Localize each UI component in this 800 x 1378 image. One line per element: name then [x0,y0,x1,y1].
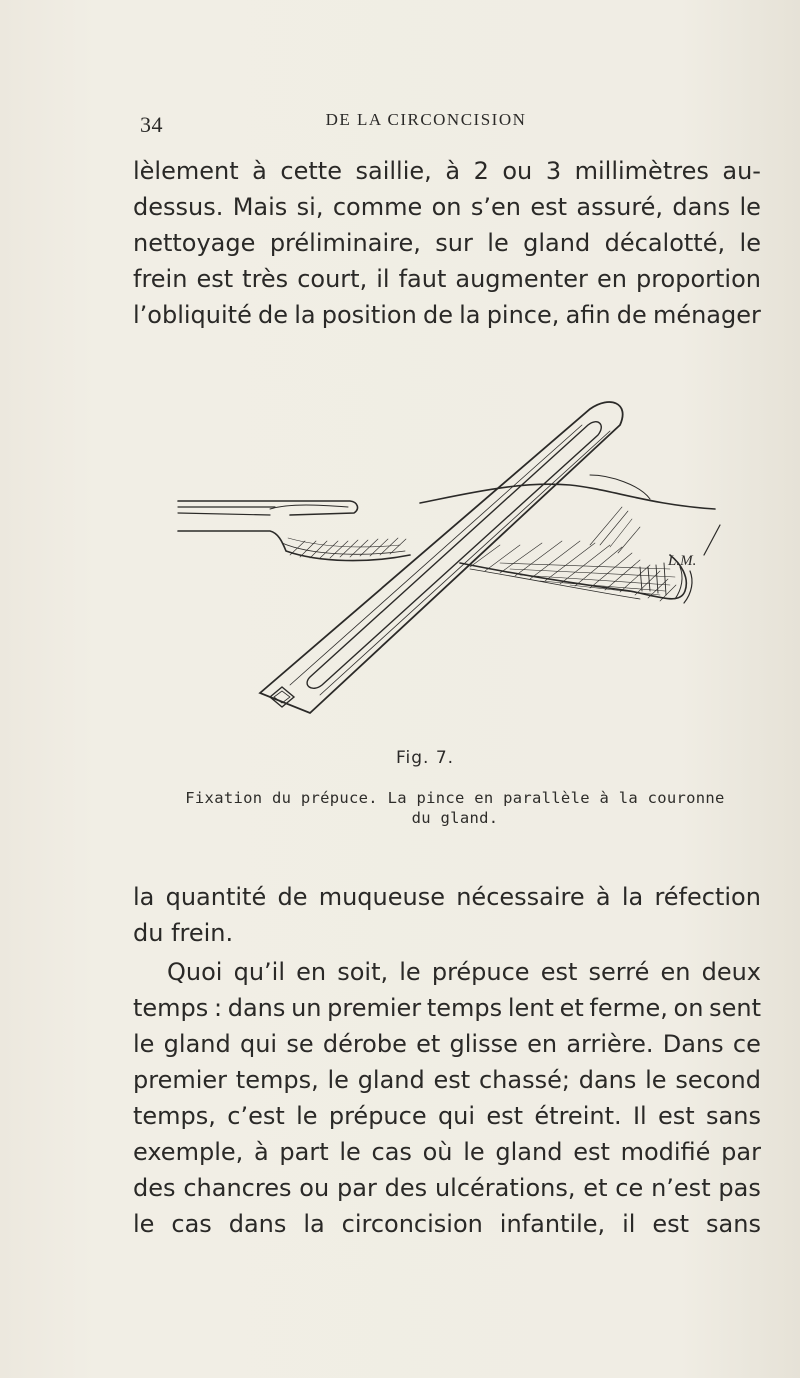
forceps-slot [307,422,601,689]
text-line: la quantité de muqueuse nécessaire à la réfection [133,883,761,911]
text-line: l’obliquité de la position de la pince, afin de ménager [133,301,761,329]
text-line: des chancres ou par des ulcérations, et ce n’est pas [133,1174,761,1202]
text-line: frein est très court, il faut augmenter en proportion [133,265,761,293]
text-line: temps : dans un premier temps lent et ferme, on sent [133,994,761,1022]
running-title: DE LA CIRCONCISION [325,110,527,129]
text-line: lèlement à cette saillie, à 2 ou 3 millimètres au- [133,157,761,185]
caption-line: Fixation du prépuce. La pince en parallèle à la couronne [185,789,725,807]
page-number: 34 [140,112,163,137]
text-line: exemple, à part le cas où le gland est modifié par [133,1138,761,1166]
figure-illustration [170,395,740,725]
text-line: le cas dans la circoncision infantile, il est sans [133,1210,761,1238]
text-line: Quoi qu’il en soit, le prépuce est serré en deux [167,958,761,986]
text-line: temps, c’est le prépuce qui est étreint. Il est sans [133,1102,761,1130]
forceps-illustration [170,395,740,725]
text-line: le gland qui se dérobe et glisse en arrière. Dans ce [133,1030,761,1058]
glans-outline [420,484,715,509]
paragraph-top [133,153,761,333]
figure-caption [175,788,735,828]
finger-outline [178,501,357,515]
caption-line: du gland. [411,809,499,827]
figure-signature: L.M. [668,553,697,569]
paragraph-bottom [133,879,761,951]
text-line: nettoyage préliminaire, sur le gland décalotté, le [133,229,761,257]
text-line: du frein. [133,919,234,947]
paragraph-last [133,954,761,1242]
figure-label: Fig. 7. [395,748,455,768]
text-line: dessus. Mais si, comme on s’en est assuré, dans le [133,193,761,221]
text-line: premier temps, le gland est chassé; dans le second [133,1066,761,1094]
